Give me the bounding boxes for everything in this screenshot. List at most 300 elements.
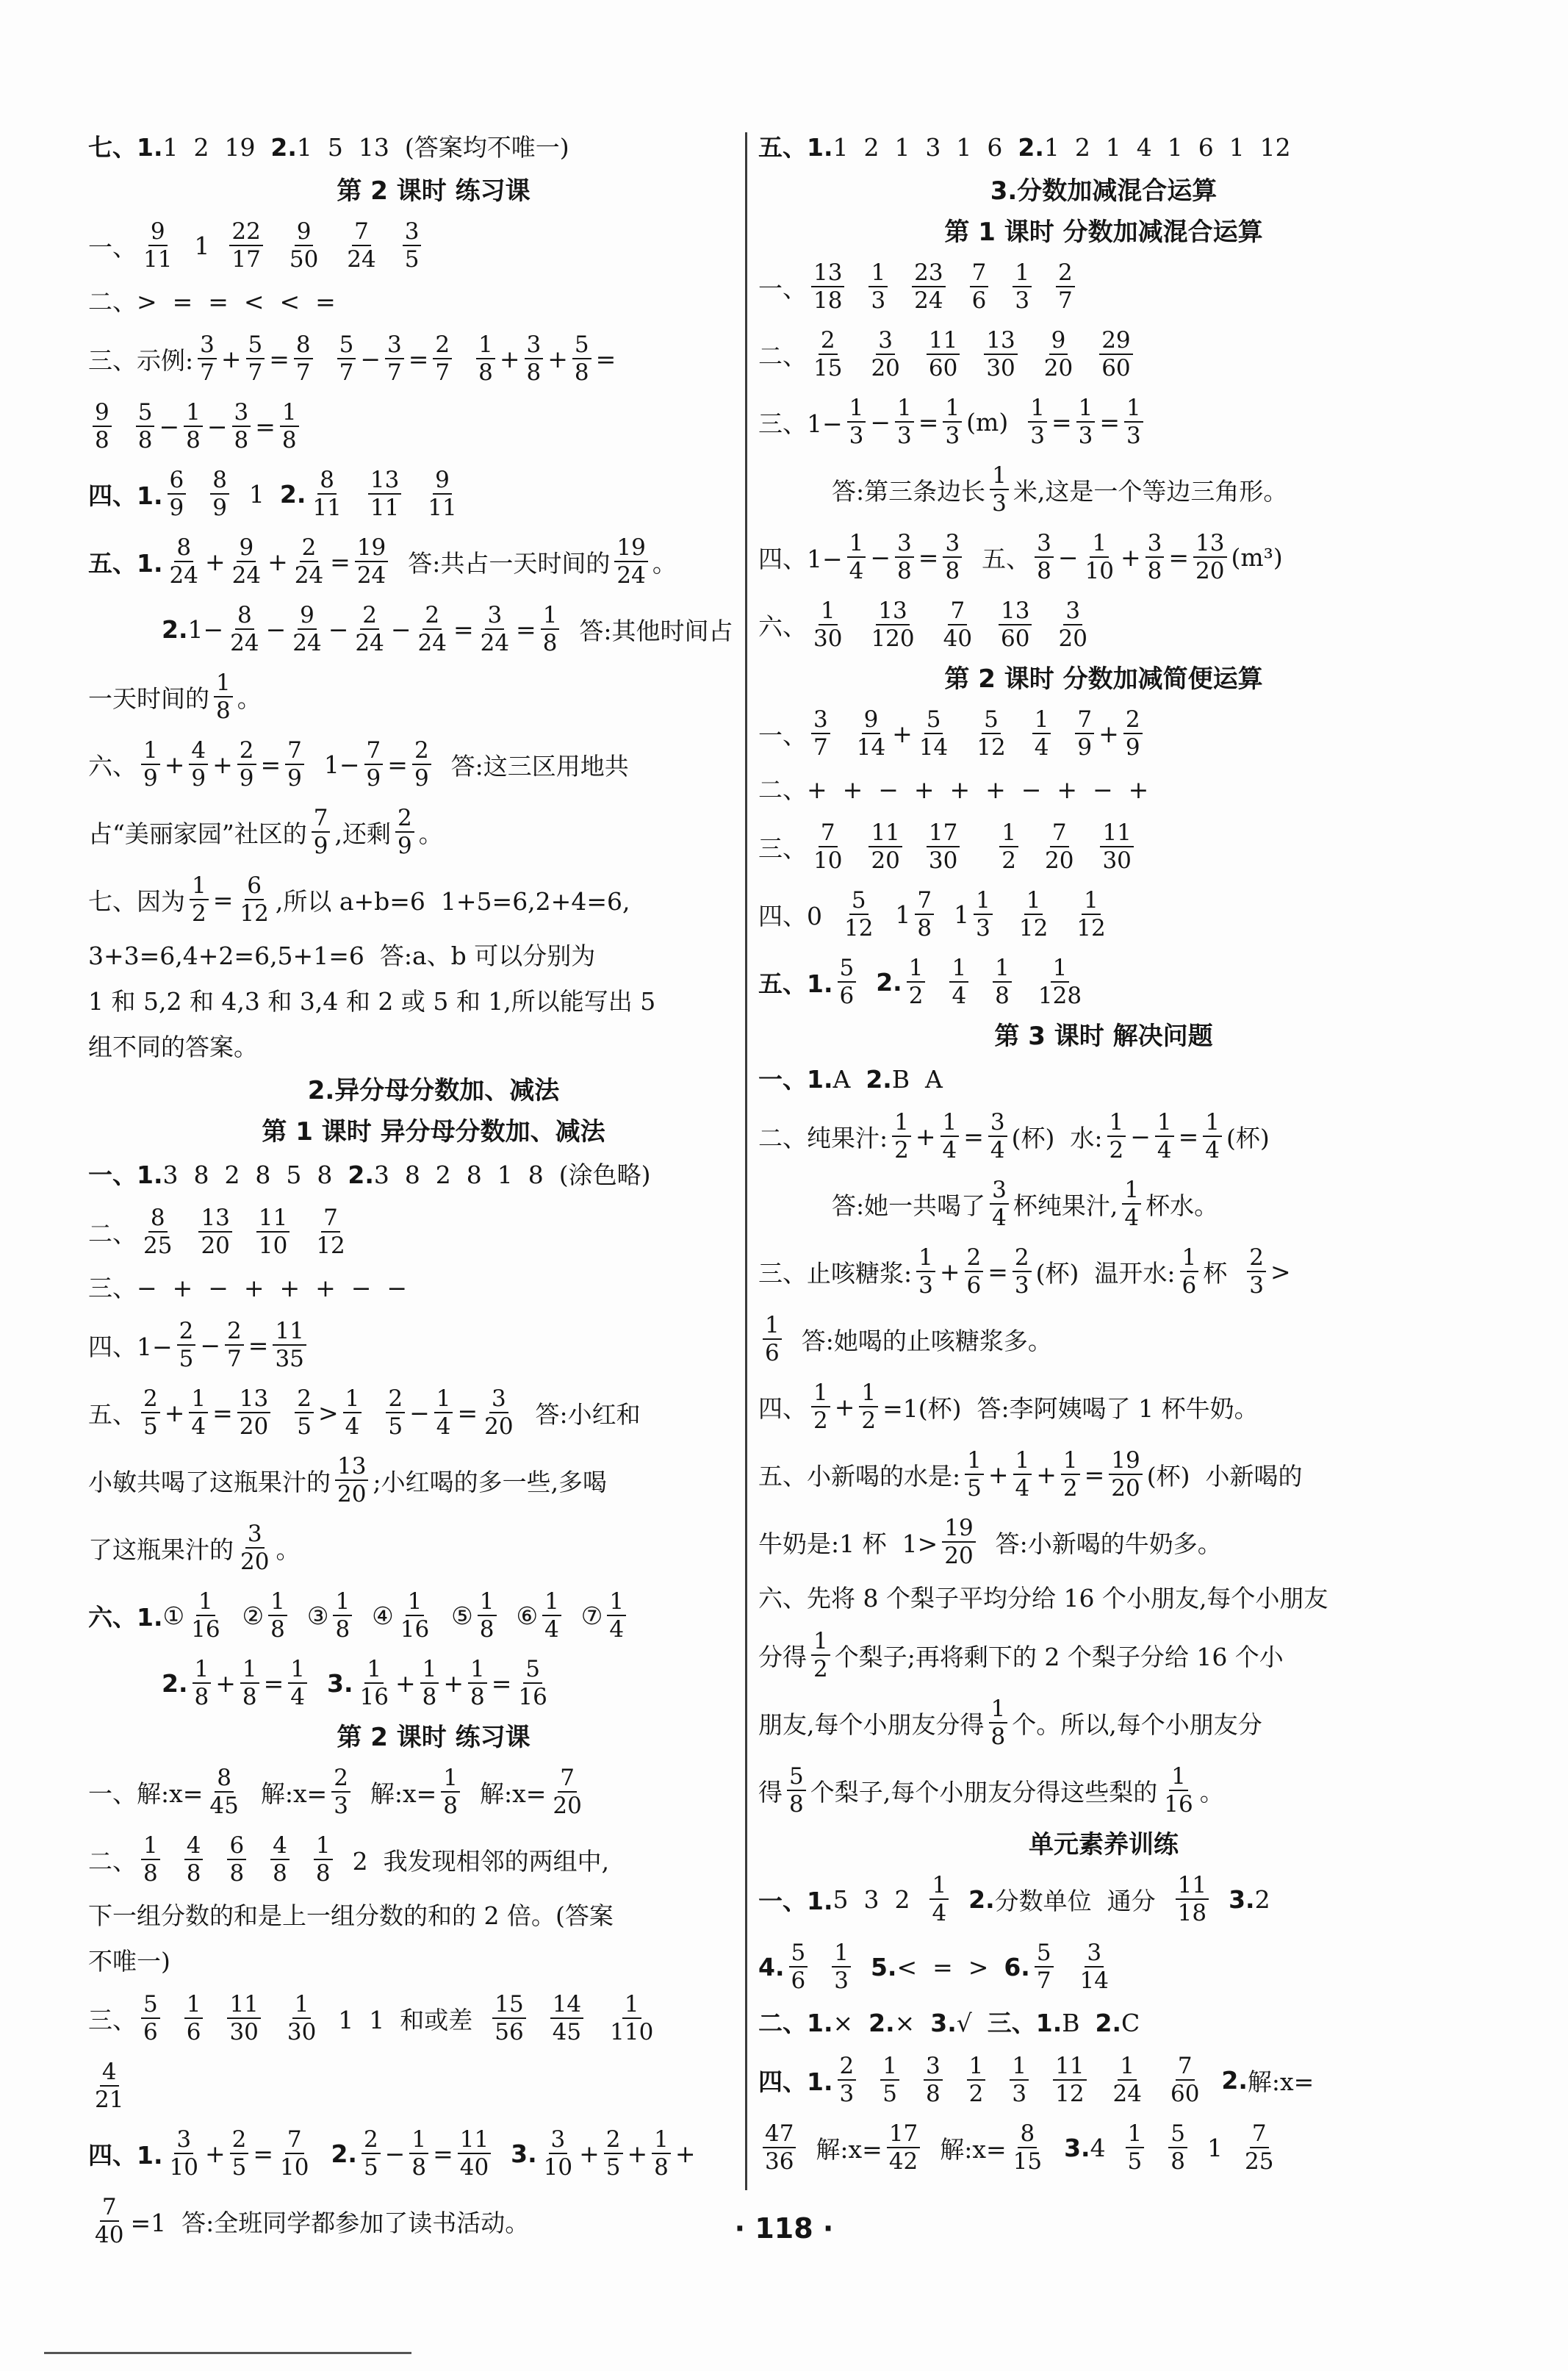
numerator: 5 xyxy=(787,1763,806,1791)
denominator: 24 xyxy=(1112,2081,1142,2107)
denominator: 8 xyxy=(995,983,1010,1009)
denominator: 3 xyxy=(945,423,960,449)
answer-text xyxy=(812,1953,827,1981)
answer-text: − xyxy=(384,2139,406,2168)
answer-text: + xyxy=(1036,1460,1057,1489)
answer-text: 。 xyxy=(276,1535,301,1564)
numerator: 1 xyxy=(949,955,968,983)
answer-text: ⑦ xyxy=(565,1601,603,1630)
item-number: 2. xyxy=(270,133,297,162)
denominator: 40 xyxy=(95,2222,124,2248)
answer-line xyxy=(88,1939,779,1984)
answer-line xyxy=(758,523,1449,591)
fraction xyxy=(238,1521,271,1575)
numerator: 1 xyxy=(468,1656,487,1684)
fraction xyxy=(189,737,208,792)
numerator: 1 xyxy=(929,1872,949,1900)
fraction xyxy=(1146,530,1165,584)
denominator: 20 xyxy=(1045,847,1074,874)
answer-text xyxy=(315,2139,331,2168)
denominator: 20 xyxy=(944,1543,974,1569)
answer-text: = xyxy=(457,1398,478,1427)
numerator: 3 xyxy=(489,1385,508,1413)
fraction xyxy=(1010,2053,1029,2107)
denominator: 8 xyxy=(478,359,493,386)
numerator: 1 xyxy=(965,1447,984,1475)
denominator: 8 xyxy=(479,1616,495,1643)
numerator: 2 xyxy=(360,602,379,630)
numerator: 9 xyxy=(298,602,317,630)
denominator: 60 xyxy=(1101,355,1131,381)
answer-text: 了这瓶果汁的 xyxy=(88,1535,234,1564)
answer-text: 3 8 2 8 5 8 xyxy=(162,1161,348,1189)
denominator: 16 xyxy=(518,1684,547,1710)
numerator: 1 xyxy=(268,1588,287,1616)
answer-text: = xyxy=(1178,1122,1199,1151)
fraction xyxy=(168,2126,201,2181)
fraction xyxy=(1056,259,1075,314)
denominator: 30 xyxy=(287,2019,317,2045)
item-number: 2. xyxy=(162,614,188,644)
denominator: 18 xyxy=(813,287,843,314)
denominator: 5 xyxy=(605,2154,621,2181)
answer-line xyxy=(758,1057,1449,1102)
numerator: 2 xyxy=(422,602,442,630)
denominator: 8 xyxy=(216,697,231,724)
answer-line xyxy=(88,1198,779,1266)
fraction xyxy=(434,1385,453,1440)
numerator: 11 xyxy=(927,327,960,355)
denominator: 9 xyxy=(239,765,254,792)
answer-line xyxy=(88,1582,779,1649)
denominator: 5 xyxy=(231,2154,247,2181)
fraction xyxy=(572,331,591,386)
fraction xyxy=(312,805,331,859)
fraction xyxy=(240,1656,259,1710)
denominator: 11 xyxy=(428,495,457,521)
answer-text: ,还剩 xyxy=(334,819,391,848)
numerator: 1 xyxy=(288,1656,307,1684)
numerator: 2 xyxy=(1013,1244,1032,1272)
numerator: 1 xyxy=(1013,259,1032,287)
fraction xyxy=(256,1205,289,1259)
answer-text xyxy=(860,2066,876,2095)
numerator: 13 xyxy=(335,1453,368,1481)
answer-text xyxy=(1055,720,1071,748)
numerator: 3 xyxy=(485,602,504,630)
denominator: 8 xyxy=(234,427,249,453)
denominator: 12 xyxy=(240,900,269,927)
denominator: 2 xyxy=(908,983,924,1009)
denominator: 4 xyxy=(849,558,864,584)
answer-line xyxy=(88,1152,779,1198)
denominator: 24 xyxy=(230,630,259,656)
item-number: 二、1. xyxy=(758,2009,833,2037)
answer-text: 六、 xyxy=(758,611,807,641)
answer-text: 答:其他时间占 xyxy=(564,616,733,645)
fraction xyxy=(838,2053,857,2107)
numerator: 1 xyxy=(847,530,866,558)
denominator: 9 xyxy=(414,765,429,792)
answer-text: = xyxy=(255,412,276,441)
numerator: 5 xyxy=(924,706,943,734)
denominator: 36 xyxy=(765,2148,794,2175)
numerator: 23 xyxy=(912,259,945,287)
denominator: 8 xyxy=(470,1684,485,1710)
fraction xyxy=(999,819,1018,874)
numerator: 1 xyxy=(434,1385,453,1413)
answer-text: 答:她喝的止咳糖浆多。 xyxy=(785,1326,1052,1355)
denominator: 20 xyxy=(239,1413,269,1440)
fraction xyxy=(189,1385,208,1440)
denominator: 8 xyxy=(270,1616,285,1643)
numerator: 5 xyxy=(572,331,591,359)
denominator: 7 xyxy=(813,734,828,761)
fraction xyxy=(965,1244,984,1299)
answer-text: = xyxy=(263,1668,284,1698)
answer-text xyxy=(950,273,965,301)
denominator: 5 xyxy=(297,1413,312,1440)
item-number: 3. xyxy=(1064,2133,1090,2162)
denominator: 9 xyxy=(397,833,412,859)
denominator: 9 xyxy=(1077,734,1093,761)
numerator: 1 xyxy=(652,2126,671,2154)
denominator: 110 xyxy=(610,2019,654,2045)
denominator: 8 xyxy=(526,359,542,386)
answer-text xyxy=(964,833,995,861)
fraction xyxy=(355,534,388,589)
numerator: 1 xyxy=(1082,887,1101,915)
answer-text: 。 xyxy=(418,819,443,848)
fraction xyxy=(912,259,945,314)
answer-text: 1 2 19 xyxy=(162,133,271,162)
fraction xyxy=(915,887,934,941)
answer-text: 个梨子;再将剩下的 2 个梨子分给 16 个小 xyxy=(834,1642,1284,1671)
denominator: 8 xyxy=(143,1860,158,1887)
numerator: 5 xyxy=(337,331,356,359)
answer-text: = xyxy=(1099,407,1120,437)
answer-text: − xyxy=(200,1330,221,1360)
denominator: 20 xyxy=(1111,1475,1140,1502)
fraction xyxy=(1193,530,1226,584)
answer-text: − xyxy=(159,412,180,441)
section-heading: 第 3 课时 解决问题 xyxy=(994,1022,1213,1051)
item-number: 2. xyxy=(968,1884,995,1914)
fraction xyxy=(999,598,1032,652)
answer-text: × xyxy=(832,2009,869,2037)
numerator: 7 xyxy=(321,1205,340,1233)
fraction xyxy=(190,872,209,927)
denominator: 24 xyxy=(355,630,384,656)
answer-text: 五、 xyxy=(88,1399,137,1429)
fraction xyxy=(542,2126,575,2181)
fraction xyxy=(608,1991,655,2045)
answer-line xyxy=(88,731,779,798)
answer-text: 三、 xyxy=(758,833,807,863)
fraction xyxy=(525,331,544,386)
fraction xyxy=(1203,1109,1222,1163)
numerator: 1 xyxy=(1118,2053,1137,2081)
fraction xyxy=(141,1991,160,2045)
numerator: 17 xyxy=(927,819,960,847)
fraction xyxy=(314,1832,333,1887)
item-number: 四、1. xyxy=(88,2140,163,2170)
answer-text xyxy=(849,340,864,369)
answer-text: 四、1− xyxy=(88,1332,173,1361)
answer-text: = xyxy=(260,750,281,779)
numerator: 4 xyxy=(184,1832,204,1860)
answer-text: + xyxy=(915,1122,936,1151)
numerator: 1 xyxy=(1126,2120,1145,2148)
fraction xyxy=(93,399,112,453)
fraction xyxy=(1075,706,1094,761)
denominator: 8 xyxy=(1170,2148,1185,2175)
denominator: 4 xyxy=(992,1205,1007,1231)
denominator: 7 xyxy=(339,359,354,386)
denominator: 4 xyxy=(290,1684,306,1710)
answer-text: 一、解:x= xyxy=(88,1779,204,1808)
answer-text xyxy=(921,611,937,639)
numerator: 3 xyxy=(198,331,217,359)
numerator: 29 xyxy=(1099,327,1132,355)
fraction xyxy=(433,331,452,386)
numerator: 7 xyxy=(285,2126,304,2154)
fraction xyxy=(476,331,495,386)
answer-text xyxy=(1079,340,1095,369)
fraction xyxy=(458,2126,491,2181)
answer-text: − xyxy=(328,614,349,644)
numerator: 1 xyxy=(280,399,299,427)
answer-text: 二、 xyxy=(88,1846,137,1876)
answer-line xyxy=(758,591,1449,659)
denominator: 8 xyxy=(411,2154,427,2181)
answer-text: ;小红喝的多一些,多喝 xyxy=(373,1467,608,1496)
numerator: 1 xyxy=(1155,1109,1174,1137)
numerator: 47 xyxy=(763,2120,796,2148)
answer-text: √ xyxy=(956,2009,988,2037)
fraction xyxy=(177,1318,196,1372)
fraction xyxy=(984,327,1017,381)
numerator: 7 xyxy=(352,218,371,246)
fraction xyxy=(607,1588,626,1643)
denominator: 60 xyxy=(1170,2081,1200,2107)
denominator: 8 xyxy=(990,1723,1006,1750)
fraction xyxy=(811,1628,830,1682)
answer-text: − xyxy=(360,344,381,373)
denominator: 30 xyxy=(813,625,843,652)
fraction xyxy=(1042,327,1075,381)
fraction xyxy=(1168,2120,1187,2175)
denominator: 5 xyxy=(967,1475,982,1502)
denominator: 8 xyxy=(315,1860,331,1887)
fraction xyxy=(385,331,404,386)
answer-text: 1 xyxy=(179,231,226,260)
answer-line xyxy=(758,456,1449,523)
numerator: 3 xyxy=(385,331,404,359)
answer-text xyxy=(317,345,333,373)
answer-text xyxy=(165,1845,180,1874)
answer-text xyxy=(1054,900,1070,929)
numerator: 4 xyxy=(189,737,208,765)
denominator: 5 xyxy=(1127,2148,1143,2175)
fraction xyxy=(386,1385,405,1440)
answer-text: 杯 xyxy=(1203,1258,1243,1288)
fraction xyxy=(974,887,993,941)
fraction xyxy=(868,819,902,874)
numerator: 2 xyxy=(1056,259,1075,287)
page-number: · 118 · xyxy=(734,2212,834,2245)
denominator: 10 xyxy=(813,847,843,874)
numerator: 13 xyxy=(237,1385,270,1413)
answer-text: 1 5 13 (答案均不唯一) xyxy=(296,133,569,162)
denominator: 24 xyxy=(417,630,447,656)
fraction xyxy=(1155,1109,1174,1163)
numerator: 8 xyxy=(174,534,193,562)
fraction xyxy=(270,1832,289,1887)
fraction xyxy=(189,1588,222,1643)
denominator: 5 xyxy=(143,1413,158,1440)
answer-text: 1 xyxy=(1192,2133,1238,2162)
numerator: 1 xyxy=(1028,395,1047,423)
numerator: 5 xyxy=(849,887,868,915)
numerator: 1 xyxy=(409,2126,428,2154)
answer-text: 四、0 xyxy=(758,901,838,930)
denominator: 7 xyxy=(435,359,450,386)
denominator: 4 xyxy=(436,1413,451,1440)
numerator: 13 xyxy=(811,259,844,287)
numerator: 2 xyxy=(331,1765,350,1793)
answer-text xyxy=(237,1218,252,1247)
answer-text xyxy=(947,2066,963,2095)
numerator: 11 xyxy=(1176,1872,1209,1900)
denominator: 18 xyxy=(1177,1900,1207,1926)
fraction xyxy=(542,1588,561,1643)
denominator: 20 xyxy=(1058,625,1087,652)
answer-text xyxy=(849,611,864,639)
item-number: 2. xyxy=(876,967,902,997)
fraction xyxy=(358,1656,391,1710)
answer-line xyxy=(758,948,1449,1016)
numerator: 1 xyxy=(763,1312,782,1340)
numerator: 2 xyxy=(230,2126,249,2154)
answer-text: = xyxy=(1051,407,1072,437)
denominator: 3 xyxy=(1012,2081,1027,2107)
column-divider xyxy=(745,132,747,2190)
denominator: 10 xyxy=(169,2154,198,2181)
answer-text: + xyxy=(547,344,568,373)
numerator: 5 xyxy=(789,1940,808,1968)
answer-line xyxy=(88,1266,779,1311)
answer-text: (m) xyxy=(966,407,1024,437)
numerator: 1 xyxy=(214,670,233,697)
fraction xyxy=(847,530,866,584)
fraction xyxy=(1247,1244,1266,1299)
fraction xyxy=(230,534,263,589)
denominator: 24 xyxy=(347,246,376,273)
answer-text: 。 xyxy=(237,684,262,713)
fraction xyxy=(285,1991,318,2045)
answer-line xyxy=(758,1576,1449,1621)
fraction xyxy=(425,467,458,521)
fraction xyxy=(895,395,914,449)
answer-text xyxy=(1013,720,1028,748)
denominator: 5 xyxy=(363,2154,378,2181)
denominator: 20 xyxy=(201,1233,230,1259)
answer-text: − xyxy=(390,614,411,644)
answer-text: = xyxy=(212,1398,233,1427)
item-number: 3. xyxy=(511,2139,537,2168)
denominator: 60 xyxy=(1001,625,1030,652)
numerator: 13 xyxy=(198,1205,231,1233)
numerator: 2 xyxy=(819,327,838,355)
numerator: 1 xyxy=(240,1656,259,1684)
fraction xyxy=(1053,2053,1086,2107)
answer-line xyxy=(88,125,779,171)
fraction xyxy=(838,955,857,1009)
answer-text xyxy=(892,273,907,301)
answer-text: 五、 xyxy=(966,544,1031,573)
fraction xyxy=(1013,1447,1032,1502)
answer-text: 杯纯果汁, xyxy=(1013,1191,1118,1220)
denominator: 30 xyxy=(928,847,958,874)
fraction xyxy=(285,737,304,792)
numerator: 1 xyxy=(441,1765,460,1793)
denominator: 2 xyxy=(968,2081,984,2107)
item-number: 五、1. xyxy=(758,969,833,998)
fraction xyxy=(225,1318,244,1372)
answer-text: + xyxy=(892,719,913,748)
numerator: 2 xyxy=(1123,706,1143,734)
numerator: 11 xyxy=(1053,2053,1086,2081)
answer-text: 分数单位 通分 xyxy=(994,1886,1171,1915)
fraction xyxy=(1099,327,1132,381)
fraction xyxy=(604,2126,623,2181)
fraction xyxy=(811,706,830,761)
denominator: 24 xyxy=(169,562,198,589)
fraction xyxy=(214,670,233,724)
denominator: 3 xyxy=(849,423,864,449)
numerator: 1 xyxy=(1013,1447,1032,1475)
numerator: 1 xyxy=(943,395,962,423)
fraction xyxy=(273,1318,306,1372)
answer-text xyxy=(251,1845,266,1874)
fraction xyxy=(1061,1447,1080,1502)
numerator: 1 xyxy=(907,955,926,983)
fraction xyxy=(314,1205,347,1259)
answer-text: 2 我发现相邻的两组中, xyxy=(337,1846,610,1876)
answer-text: 六、 xyxy=(88,751,137,781)
item-number: 三、1. xyxy=(987,2009,1062,2037)
denominator: 3 xyxy=(1078,423,1093,449)
answer-text: 二、纯果汁: xyxy=(758,1123,888,1152)
answer-line xyxy=(88,1025,779,1070)
answer-text: = xyxy=(516,614,536,644)
section-heading: 第 1 课时 异分母分数加、减法 xyxy=(262,1117,605,1147)
answer-line xyxy=(758,1373,1449,1441)
denominator: 24 xyxy=(356,562,386,589)
answer-text: = xyxy=(408,344,429,373)
numerator: 1 xyxy=(1090,530,1109,558)
answer-text: 解:x= xyxy=(800,2134,882,2164)
denominator: 128 xyxy=(1037,983,1082,1009)
numerator: 1 xyxy=(1122,1177,1141,1205)
numerator: 3 xyxy=(1035,530,1054,558)
denominator: 7 xyxy=(295,359,311,386)
fraction xyxy=(337,331,356,386)
answer-text: + xyxy=(1121,542,1141,572)
fraction xyxy=(237,872,270,927)
numerator: 9 xyxy=(148,218,168,246)
